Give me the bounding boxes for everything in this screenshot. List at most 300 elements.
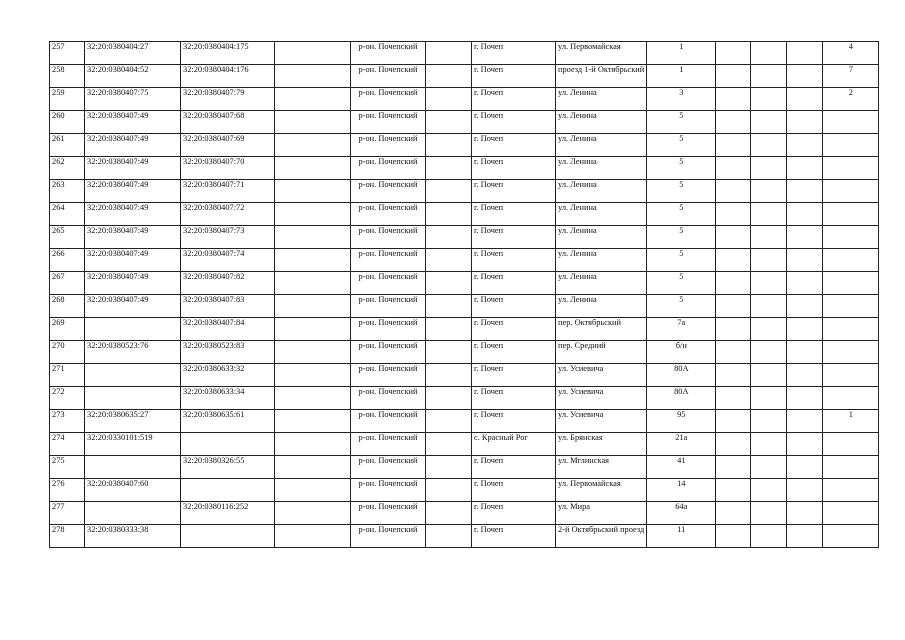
- empty-cell: [426, 456, 472, 479]
- settlement-cell: г. Почеп: [472, 295, 556, 318]
- row-number-cell: 270: [50, 341, 85, 364]
- street-cell: ул. Ленина: [556, 88, 647, 111]
- house-number-cell: 11: [647, 525, 716, 548]
- table-row: [50, 456, 879, 479]
- house-number-cell: 14: [647, 479, 716, 502]
- empty-cell: [751, 341, 787, 364]
- street-cell: ул. Ленина: [556, 157, 647, 180]
- empty-cell: [787, 226, 823, 249]
- table-row: [50, 318, 879, 341]
- empty-cell: [751, 433, 787, 456]
- settlement-cell: г. Почеп: [472, 180, 556, 203]
- house-number-cell: 5: [647, 226, 716, 249]
- house-number-cell: 5: [647, 295, 716, 318]
- apartment-number-cell: [823, 387, 879, 410]
- empty-cell: [787, 111, 823, 134]
- district-cell: р-он. Почепский: [351, 318, 426, 341]
- empty-cell: [751, 226, 787, 249]
- empty-cell: [275, 134, 351, 157]
- empty-cell: [716, 525, 751, 548]
- house-number-cell: 5: [647, 203, 716, 226]
- empty-cell: [751, 410, 787, 433]
- object-cadastral-number-cell: 32:20:0380407:82: [181, 272, 275, 295]
- empty-cell: [426, 111, 472, 134]
- table-row: [50, 479, 879, 502]
- district-cell: р-он. Почепский: [351, 65, 426, 88]
- object-cadastral-number-cell: 32:20:0380407:72: [181, 203, 275, 226]
- apartment-number-cell: 4: [823, 42, 879, 65]
- district-cell: р-он. Почепский: [351, 295, 426, 318]
- empty-cell: [426, 479, 472, 502]
- district-cell: р-он. Почепский: [351, 456, 426, 479]
- empty-cell: [751, 456, 787, 479]
- empty-cell: [751, 180, 787, 203]
- street-cell: ул. Мира: [556, 502, 647, 525]
- row-number-cell: 269: [50, 318, 85, 341]
- empty-cell: [426, 88, 472, 111]
- empty-cell: [426, 134, 472, 157]
- cadastral-number-cell: [85, 502, 181, 525]
- empty-cell: [426, 65, 472, 88]
- house-number-cell: 95: [647, 410, 716, 433]
- apartment-number-cell: [823, 272, 879, 295]
- apartment-number-cell: [823, 157, 879, 180]
- empty-cell: [787, 456, 823, 479]
- empty-cell: [426, 364, 472, 387]
- empty-cell: [716, 272, 751, 295]
- house-number-cell: 64а: [647, 502, 716, 525]
- district-cell: р-он. Почепский: [351, 111, 426, 134]
- empty-cell: [716, 180, 751, 203]
- house-number-cell: 1: [647, 42, 716, 65]
- table-row: [50, 525, 879, 548]
- house-number-cell: 3: [647, 88, 716, 111]
- row-number-cell: 260: [50, 111, 85, 134]
- row-number-cell: 268: [50, 295, 85, 318]
- empty-cell: [751, 318, 787, 341]
- row-number-cell: 278: [50, 525, 85, 548]
- empty-cell: [787, 180, 823, 203]
- object-cadastral-number-cell: 32:20:0380404:176: [181, 65, 275, 88]
- row-number-cell: 275: [50, 456, 85, 479]
- cadastral-number-cell: 32:20:0380404:27: [85, 42, 181, 65]
- cadastral-number-cell: 32:20:0380407:49: [85, 180, 181, 203]
- district-cell: р-он. Почепский: [351, 134, 426, 157]
- street-cell: ул. Ленина: [556, 295, 647, 318]
- object-cadastral-number-cell: [181, 525, 275, 548]
- empty-cell: [751, 525, 787, 548]
- empty-cell: [716, 387, 751, 410]
- row-number-cell: 262: [50, 157, 85, 180]
- row-number-cell: 259: [50, 88, 85, 111]
- street-cell: ул. Первомайская: [556, 42, 647, 65]
- house-number-cell: 41: [647, 456, 716, 479]
- street-cell: проезд 1-й Октябрьский: [556, 65, 647, 88]
- house-number-cell: б/н: [647, 341, 716, 364]
- settlement-cell: г. Почеп: [472, 65, 556, 88]
- district-cell: р-он. Почепский: [351, 203, 426, 226]
- empty-cell: [275, 341, 351, 364]
- empty-cell: [787, 42, 823, 65]
- street-cell: ул. Мглинская: [556, 456, 647, 479]
- house-number-cell: 5: [647, 157, 716, 180]
- district-cell: р-он. Почепский: [351, 410, 426, 433]
- street-cell: ул. Брянская: [556, 433, 647, 456]
- settlement-cell: г. Почеп: [472, 364, 556, 387]
- object-cadastral-number-cell: 32:20:0380326:55: [181, 456, 275, 479]
- district-cell: р-он. Почепский: [351, 226, 426, 249]
- settlement-cell: г. Почеп: [472, 203, 556, 226]
- empty-cell: [716, 226, 751, 249]
- settlement-cell: г. Почеп: [472, 134, 556, 157]
- empty-cell: [787, 65, 823, 88]
- empty-cell: [716, 341, 751, 364]
- apartment-number-cell: [823, 341, 879, 364]
- object-cadastral-number-cell: 32:20:0380407:84: [181, 318, 275, 341]
- house-number-cell: 7а: [647, 318, 716, 341]
- table-row: [50, 272, 879, 295]
- cadastral-number-cell: 32:20:0380407:60: [85, 479, 181, 502]
- empty-cell: [787, 272, 823, 295]
- cadastral-number-cell: 32:20:0380407:75: [85, 88, 181, 111]
- empty-cell: [787, 525, 823, 548]
- empty-cell: [275, 479, 351, 502]
- empty-cell: [716, 456, 751, 479]
- empty-cell: [275, 525, 351, 548]
- object-cadastral-number-cell: 32:20:0380407:70: [181, 157, 275, 180]
- cadastral-number-cell: 32:20:0380407:49: [85, 203, 181, 226]
- row-number-cell: 274: [50, 433, 85, 456]
- empty-cell: [751, 249, 787, 272]
- row-number-cell: 257: [50, 42, 85, 65]
- object-cadastral-number-cell: 32:20:0380407:83: [181, 295, 275, 318]
- apartment-number-cell: [823, 525, 879, 548]
- empty-cell: [426, 157, 472, 180]
- street-cell: пер. Октябрьский: [556, 318, 647, 341]
- row-number-cell: 276: [50, 479, 85, 502]
- empty-cell: [716, 42, 751, 65]
- cadastral-number-cell: [85, 318, 181, 341]
- empty-cell: [275, 433, 351, 456]
- table-row: [50, 134, 879, 157]
- object-cadastral-number-cell: 32:20:0380407:79: [181, 88, 275, 111]
- table-row: [50, 433, 879, 456]
- street-cell: ул. Усиевича: [556, 364, 647, 387]
- object-cadastral-number-cell: [181, 479, 275, 502]
- apartment-number-cell: [823, 318, 879, 341]
- settlement-cell: г. Почеп: [472, 410, 556, 433]
- settlement-cell: г. Почеп: [472, 387, 556, 410]
- empty-cell: [275, 387, 351, 410]
- empty-cell: [751, 134, 787, 157]
- empty-cell: [787, 249, 823, 272]
- street-cell: ул. Ленина: [556, 226, 647, 249]
- district-cell: р-он. Почепский: [351, 364, 426, 387]
- empty-cell: [787, 88, 823, 111]
- object-cadastral-number-cell: 32:20:0380404:175: [181, 42, 275, 65]
- empty-cell: [275, 111, 351, 134]
- settlement-cell: г. Почеп: [472, 318, 556, 341]
- settlement-cell: г. Почеп: [472, 157, 556, 180]
- settlement-cell: г. Почеп: [472, 502, 556, 525]
- empty-cell: [716, 295, 751, 318]
- apartment-number-cell: 2: [823, 88, 879, 111]
- empty-cell: [787, 479, 823, 502]
- cadastral-number-cell: 32:20:0380407:49: [85, 249, 181, 272]
- house-number-cell: 5: [647, 272, 716, 295]
- district-cell: р-он. Почепский: [351, 341, 426, 364]
- cadastral-number-cell: 32:20:0380407:49: [85, 272, 181, 295]
- empty-cell: [787, 502, 823, 525]
- empty-cell: [751, 479, 787, 502]
- table-row: [50, 180, 879, 203]
- empty-cell: [275, 65, 351, 88]
- empty-cell: [426, 272, 472, 295]
- district-cell: р-он. Почепский: [351, 180, 426, 203]
- settlement-cell: г. Почеп: [472, 456, 556, 479]
- settlement-cell: г. Почеп: [472, 249, 556, 272]
- empty-cell: [716, 88, 751, 111]
- empty-cell: [716, 364, 751, 387]
- object-cadastral-number-cell: 32:20:0380407:71: [181, 180, 275, 203]
- empty-cell: [751, 157, 787, 180]
- empty-cell: [275, 456, 351, 479]
- empty-cell: [716, 410, 751, 433]
- empty-cell: [787, 295, 823, 318]
- district-cell: р-он. Почепский: [351, 42, 426, 65]
- street-cell: пер. Средний: [556, 341, 647, 364]
- street-cell: ул. Ленина: [556, 111, 647, 134]
- empty-cell: [751, 387, 787, 410]
- house-number-cell: 5: [647, 180, 716, 203]
- empty-cell: [426, 203, 472, 226]
- row-number-cell: 272: [50, 387, 85, 410]
- table-row: [50, 249, 879, 272]
- row-number-cell: 273: [50, 410, 85, 433]
- empty-cell: [275, 249, 351, 272]
- empty-cell: [426, 318, 472, 341]
- empty-cell: [426, 341, 472, 364]
- street-cell: ул. Усиевича: [556, 410, 647, 433]
- cadastral-number-cell: [85, 387, 181, 410]
- apartment-number-cell: [823, 295, 879, 318]
- empty-cell: [275, 295, 351, 318]
- street-cell: ул. Усиевича: [556, 387, 647, 410]
- apartment-number-cell: 7: [823, 65, 879, 88]
- empty-cell: [751, 272, 787, 295]
- empty-cell: [787, 157, 823, 180]
- empty-cell: [716, 318, 751, 341]
- empty-cell: [275, 157, 351, 180]
- table-row: [50, 203, 879, 226]
- settlement-cell: с. Красный Рог: [472, 433, 556, 456]
- object-cadastral-number-cell: 32:20:0380407:74: [181, 249, 275, 272]
- empty-cell: [716, 433, 751, 456]
- cadastral-number-cell: 32:20:0380407:49: [85, 157, 181, 180]
- apartment-number-cell: [823, 134, 879, 157]
- table-row: [50, 226, 879, 249]
- district-cell: р-он. Почепский: [351, 479, 426, 502]
- apartment-number-cell: [823, 180, 879, 203]
- empty-cell: [751, 364, 787, 387]
- cadastral-number-cell: 32:20:0380407:49: [85, 134, 181, 157]
- street-cell: ул. Первомайская: [556, 479, 647, 502]
- cadastral-number-cell: 32:20:0380407:49: [85, 295, 181, 318]
- table-row: [50, 295, 879, 318]
- street-cell: 2-й Октябрьский проезд: [556, 525, 647, 548]
- empty-cell: [787, 433, 823, 456]
- table-row: [50, 88, 879, 111]
- empty-cell: [751, 65, 787, 88]
- empty-cell: [787, 410, 823, 433]
- empty-cell: [787, 341, 823, 364]
- settlement-cell: г. Почеп: [472, 42, 556, 65]
- empty-cell: [787, 387, 823, 410]
- cadastral-number-cell: [85, 456, 181, 479]
- empty-cell: [275, 180, 351, 203]
- cadastral-number-cell: 32:20:0330101:519: [85, 433, 181, 456]
- empty-cell: [426, 502, 472, 525]
- cadastral-number-cell: 32:20:0380404:52: [85, 65, 181, 88]
- empty-cell: [275, 272, 351, 295]
- empty-cell: [751, 295, 787, 318]
- empty-cell: [275, 364, 351, 387]
- house-number-cell: 1: [647, 65, 716, 88]
- district-cell: р-он. Почепский: [351, 157, 426, 180]
- house-number-cell: 21а: [647, 433, 716, 456]
- empty-cell: [751, 88, 787, 111]
- settlement-cell: г. Почеп: [472, 479, 556, 502]
- object-cadastral-number-cell: 32:20:0380633:32: [181, 364, 275, 387]
- empty-cell: [275, 203, 351, 226]
- row-number-cell: 277: [50, 502, 85, 525]
- empty-cell: [275, 226, 351, 249]
- table-row: [50, 65, 879, 88]
- district-cell: р-он. Почепский: [351, 272, 426, 295]
- street-cell: ул. Ленина: [556, 203, 647, 226]
- row-number-cell: 271: [50, 364, 85, 387]
- empty-cell: [751, 42, 787, 65]
- empty-cell: [716, 479, 751, 502]
- street-cell: ул. Ленина: [556, 134, 647, 157]
- empty-cell: [716, 65, 751, 88]
- document-sheet: [49, 41, 879, 548]
- table-row: [50, 387, 879, 410]
- cadastral-number-cell: 32:20:0380407:49: [85, 226, 181, 249]
- empty-cell: [716, 203, 751, 226]
- district-cell: р-он. Почепский: [351, 525, 426, 548]
- row-number-cell: 263: [50, 180, 85, 203]
- empty-cell: [275, 502, 351, 525]
- property-register-table: [49, 41, 879, 548]
- object-cadastral-number-cell: 32:20:0380635:61: [181, 410, 275, 433]
- empty-cell: [787, 318, 823, 341]
- empty-cell: [426, 249, 472, 272]
- object-cadastral-number-cell: 32:20:0380116:252: [181, 502, 275, 525]
- table-row: [50, 111, 879, 134]
- table-row: [50, 157, 879, 180]
- empty-cell: [426, 295, 472, 318]
- district-cell: р-он. Почепский: [351, 249, 426, 272]
- apartment-number-cell: [823, 249, 879, 272]
- table-row: [50, 341, 879, 364]
- empty-cell: [426, 226, 472, 249]
- empty-cell: [716, 157, 751, 180]
- empty-cell: [787, 364, 823, 387]
- object-cadastral-number-cell: 32:20:0380407:69: [181, 134, 275, 157]
- apartment-number-cell: [823, 111, 879, 134]
- district-cell: р-он. Почепский: [351, 502, 426, 525]
- table-row: [50, 364, 879, 387]
- apartment-number-cell: [823, 479, 879, 502]
- row-number-cell: 258: [50, 65, 85, 88]
- empty-cell: [426, 433, 472, 456]
- street-cell: ул. Ленина: [556, 249, 647, 272]
- row-number-cell: 266: [50, 249, 85, 272]
- street-cell: ул. Ленина: [556, 272, 647, 295]
- empty-cell: [787, 203, 823, 226]
- house-number-cell: 5: [647, 111, 716, 134]
- district-cell: р-он. Почепский: [351, 88, 426, 111]
- cadastral-number-cell: 32:20:0380333:38: [85, 525, 181, 548]
- empty-cell: [787, 134, 823, 157]
- cadastral-number-cell: 32:20:0380523:76: [85, 341, 181, 364]
- cadastral-number-cell: [85, 364, 181, 387]
- settlement-cell: г. Почеп: [472, 111, 556, 134]
- settlement-cell: г. Почеп: [472, 272, 556, 295]
- settlement-cell: г. Почеп: [472, 88, 556, 111]
- house-number-cell: 80А: [647, 364, 716, 387]
- object-cadastral-number-cell: 32:20:0380407:73: [181, 226, 275, 249]
- cadastral-number-cell: 32:20:0380635:27: [85, 410, 181, 433]
- empty-cell: [426, 387, 472, 410]
- apartment-number-cell: [823, 226, 879, 249]
- object-cadastral-number-cell: 32:20:0380633:34: [181, 387, 275, 410]
- apartment-number-cell: [823, 502, 879, 525]
- row-number-cell: 267: [50, 272, 85, 295]
- cadastral-number-cell: 32:20:0380407:49: [85, 111, 181, 134]
- empty-cell: [275, 88, 351, 111]
- house-number-cell: 80А: [647, 387, 716, 410]
- apartment-number-cell: [823, 203, 879, 226]
- empty-cell: [716, 502, 751, 525]
- apartment-number-cell: [823, 456, 879, 479]
- apartment-number-cell: [823, 364, 879, 387]
- apartment-number-cell: [823, 433, 879, 456]
- empty-cell: [751, 111, 787, 134]
- table-row: [50, 502, 879, 525]
- table-row: [50, 410, 879, 433]
- empty-cell: [751, 502, 787, 525]
- district-cell: р-он. Почепский: [351, 387, 426, 410]
- row-number-cell: 265: [50, 226, 85, 249]
- empty-cell: [426, 180, 472, 203]
- settlement-cell: г. Почеп: [472, 341, 556, 364]
- settlement-cell: г. Почеп: [472, 525, 556, 548]
- house-number-cell: 5: [647, 249, 716, 272]
- empty-cell: [716, 134, 751, 157]
- row-number-cell: 264: [50, 203, 85, 226]
- empty-cell: [275, 318, 351, 341]
- table-row: [50, 42, 879, 65]
- object-cadastral-number-cell: [181, 433, 275, 456]
- table-body: [50, 42, 879, 548]
- empty-cell: [426, 525, 472, 548]
- empty-cell: [716, 249, 751, 272]
- settlement-cell: г. Почеп: [472, 226, 556, 249]
- object-cadastral-number-cell: 32:20:0380523:83: [181, 341, 275, 364]
- empty-cell: [426, 42, 472, 65]
